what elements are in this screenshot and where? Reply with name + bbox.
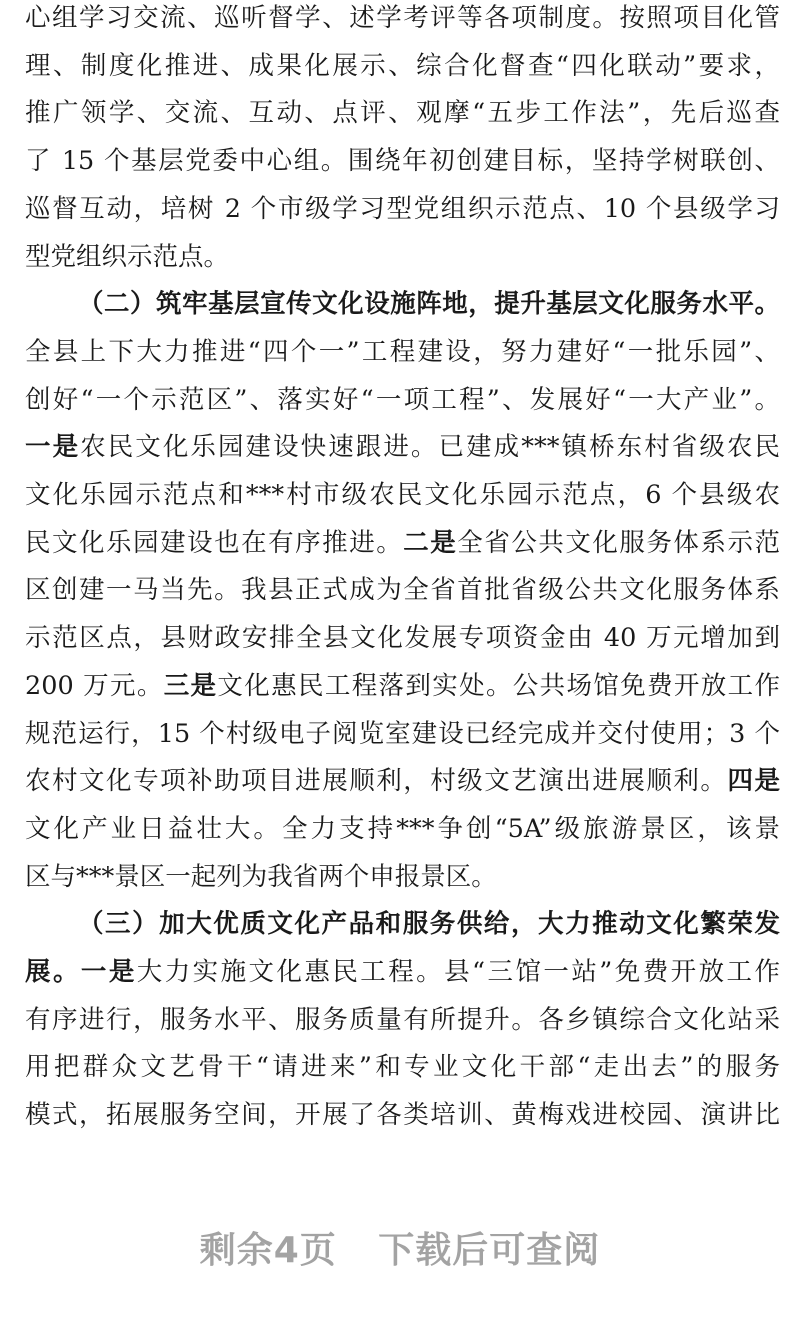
section-heading-line: [78, 901, 780, 948]
download-hint-text: 下载后可查阅: [378, 1230, 601, 1271]
text-line: [25, 1044, 780, 1091]
text-segment: 有序进行，服务水平、服务质量有所提升。各乡镇综合文化站采: [25, 1004, 780, 1035]
text-segment: 创好“一个示范区”、落实好“一项工程”、发展好“一大产业”。: [25, 384, 780, 415]
text-segment: 文化产业日益壮大。全力支持***争创“5A”级旅游景区，该景: [25, 813, 780, 844]
text-line: [25, 424, 780, 471]
text-line: [25, 663, 780, 710]
text-line: [25, 949, 780, 996]
text-segment: 农民文化乐园建设快速跟进。已建成***镇桥东村省级农民: [80, 432, 780, 463]
text-line: [25, 377, 780, 424]
text-segment: 模式，拓展服务空间，开展了各类培训、黄梅戏进校园、演讲比: [25, 1100, 780, 1131]
bold-text-segment: （二）筑牢基层宣传文化设施阵地，提升基层文化服务水平。: [78, 289, 780, 320]
text-line: [25, 1092, 780, 1139]
text-line: [25, 615, 780, 662]
text-segment: 理、制度化推进、成果化展示、综合化督查“四化联动”要求，: [25, 50, 780, 81]
text-segment: 型党组织示范点。: [25, 241, 230, 272]
text-line: [25, 520, 780, 567]
text-segment: 文化乐园示范点和***村市级农民文化乐园示范点，6 个县级农: [25, 480, 780, 510]
text-line: [25, 0, 780, 42]
text-line: [25, 234, 780, 281]
text-line: [25, 43, 780, 90]
remaining-pages-banner[interactable]: [0, 1222, 800, 1273]
text-line: [25, 472, 780, 519]
text-segment: 了 15 个基层党委中心组。围绕年初创建目标，坚持学树联创、: [25, 146, 780, 177]
text-segment: 心组学习交流、巡听督学、述学考评等各项制度。按照项目化管: [25, 3, 780, 33]
text-segment: 用把群众文艺骨干“请进来”和专业文化干部“走出去”的服务: [25, 1052, 780, 1083]
bold-text-segment: （三）加大优质文化产品和服务供给，大力推动文化繁荣发: [78, 909, 780, 940]
section-heading-line: [78, 281, 780, 328]
text-line: [25, 329, 780, 376]
bold-text-segment: 展。一是: [25, 957, 137, 987]
text-segment: 民文化乐园建设也在有序推进。: [25, 527, 404, 558]
text-line: [25, 711, 780, 758]
text-line: [25, 997, 780, 1044]
text-segment: 农村文化专项补助项目进展顺利，村级文艺演出进展顺利。: [25, 766, 728, 797]
text-segment: 巡督互动，培树 2 个市级学习型党组织示范点、10 个县级学习: [25, 193, 780, 224]
text-segment: 区与***景区一起列为我省两个申报景区。: [25, 861, 497, 892]
text-line: [25, 567, 780, 614]
text-line: [25, 806, 780, 853]
text-segment: 推广领学、交流、互动、点评、观摩“五步工作法”，先后巡查: [25, 98, 780, 129]
bold-text-segment: 一是: [25, 432, 81, 463]
bold-text-segment: 三是: [163, 670, 218, 701]
text-segment: 200 万元。: [25, 670, 164, 701]
text-segment: 全省公共文化服务体系示范: [457, 527, 780, 558]
text-segment: 全县上下大力推进“四个一”工程建设，努力建好“一批乐园”、: [25, 336, 780, 367]
bold-text-segment: 四是: [727, 766, 780, 797]
text-segment: 文化惠民工程落到实处。公共场馆免费开放工作: [217, 670, 780, 701]
text-segment: 大力实施文化惠民工程。县“三馆一站”免费开放工作: [136, 957, 780, 987]
text-line: [25, 186, 780, 233]
text-line: [25, 758, 780, 805]
text-line: [25, 90, 780, 137]
text-line: [25, 854, 780, 901]
text-segment: 示范区点，县财政安排全县文化发展专项资金由 40 万元增加到: [25, 623, 780, 654]
remaining-pages-text: 剩余4页: [199, 1230, 337, 1271]
bold-text-segment: 二是: [403, 527, 458, 558]
text-segment: 区创建一马当先。我县正式成为全省首批省级公共文化服务体系: [25, 575, 780, 606]
text-line: [25, 138, 780, 185]
text-segment: 规范运行，15 个村级电子阅览室建设已经完成并交付使用；3 个: [25, 718, 780, 749]
